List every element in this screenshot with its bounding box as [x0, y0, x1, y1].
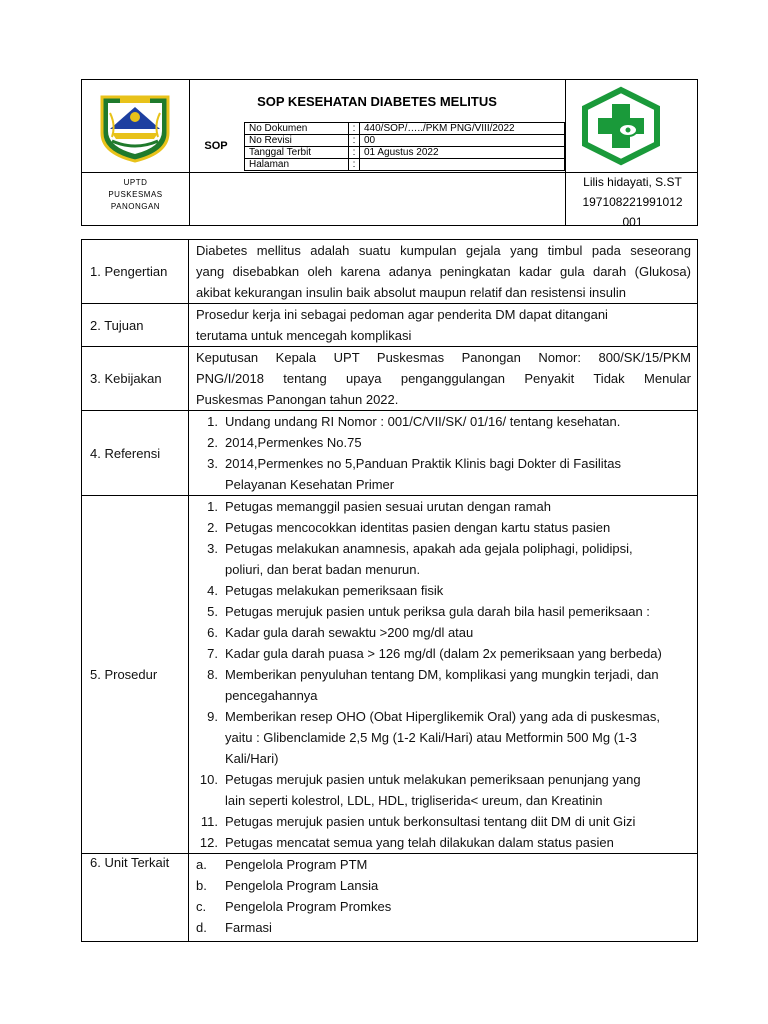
doc-field-label: No Dokumen — [245, 123, 349, 135]
text-line: Prosedur kerja ini sebagai pedoman agar penderita DM dapat ditangani — [196, 307, 608, 322]
document-info-table — [244, 122, 565, 171]
list-item — [196, 432, 691, 453]
signer-nip-cont: 001 — [622, 215, 643, 229]
list-item-text: Petugas melakukan anamnesis, apakah ada gejala poliphagi, polidipsi, — [225, 541, 633, 556]
list-item — [196, 896, 691, 917]
doc-field-sep: : — [349, 135, 360, 147]
list-item-text: yaitu : Glibenclamide 2,5 Mg (1-2 Kali/Hari) atau Metformin 500 Mg (1-3 — [225, 730, 637, 745]
list-item-text: Pengelola Program Lansia — [225, 878, 379, 893]
sop-label: SOP — [204, 140, 228, 152]
org-line-panongan: PANONGAN — [110, 202, 161, 211]
list-number: 11. — [200, 814, 218, 829]
list-item-text: Pelayanan Kesehatan Primer — [225, 477, 395, 492]
list-item-text: Farmasi — [225, 920, 272, 935]
doc-field-value: 01 Agustus 2022 — [360, 147, 565, 159]
list-item-text: 2014,Permenkes no 5,Panduan Praktik Klinis bagi Dokter di Fasilitas — [225, 456, 621, 471]
list-item-text: Petugas mencatat semua yang telah dilakukan dalam status pasien — [225, 835, 614, 850]
list-item-text: Petugas merujuk pasien untuk melakukan pemeriksaan penunjang yang — [225, 772, 641, 787]
section-label: 2. Tujuan — [82, 304, 189, 347]
section-row-unit-terkait — [82, 854, 698, 942]
list-item-text: Petugas mencocokkan identitas pasien dengan kartu status pasien — [225, 520, 611, 535]
list-number: 7. — [207, 646, 218, 661]
list-item — [196, 517, 691, 538]
doc-field-label: Halaman — [245, 159, 349, 171]
doc-field-sep: : — [349, 159, 360, 171]
list-item-text: Kadar gula darah puasa > 126 mg/dl (dalam 2x pemeriksaan yang berbeda) — [225, 646, 662, 661]
doc-field-value: 440/SOP/…../PKM PNG/VIII/2022 — [360, 123, 565, 135]
section-content — [189, 411, 698, 496]
list-item-text: lain seperti kolestrol, LDL, HDL, trigliserida< ureum, dan Kreatinin — [225, 793, 603, 808]
text-line: akibat kekurangan insulin baik absolut maupun relatif dan resistensi insulin — [196, 285, 626, 300]
text-line: Diabetes mellitus adalah suatu kumpulan gejala yang timbul pada seseorang — [196, 243, 691, 258]
text-line: Keputusan Kepala UPT Puskesmas Panongan Nomor: 800/SK/15/PKM — [196, 350, 691, 365]
doc-field-label: Tanggal Terbit — [245, 147, 349, 159]
list-item-text: pencegahannya — [225, 688, 318, 703]
sop-header — [81, 79, 698, 229]
text-line: yang disebabkan oleh karena adanya peningkatan kadar gula darah (Glukosa) — [196, 264, 691, 279]
list-number: b. — [196, 878, 207, 893]
section-row-referensi — [82, 411, 698, 496]
list-number: 10. — [199, 772, 218, 787]
list-number: 9. — [207, 709, 218, 724]
section-content — [189, 240, 698, 304]
doc-field-sep: : — [349, 123, 360, 135]
list-item-text: Pengelola Program PTM — [225, 857, 368, 872]
list-item-text: Kadar gula darah sewaktu >200 mg/dl atau — [225, 625, 474, 640]
list-number: 1. — [207, 414, 218, 429]
list-item-text: Petugas merujuk pasien untuk periksa gula darah bila hasil pemeriksaan : — [225, 604, 650, 619]
text-line: PNG/I/2018 tentang upaya penganggulangan Penyakit Tidak Menular — [196, 371, 691, 386]
list-number: c. — [196, 899, 207, 914]
list-item — [196, 453, 691, 495]
list-item — [196, 622, 691, 643]
org-line-puskesmas: PUSKESMAS — [108, 190, 163, 199]
list-item — [196, 769, 691, 811]
list-number: 5. — [207, 604, 218, 619]
doc-field-sep: : — [349, 147, 360, 159]
list-number: 2. — [207, 435, 218, 450]
section-content — [189, 854, 698, 942]
section-label: 6. Unit Terkait — [82, 854, 189, 942]
regency-emblem-icon — [98, 93, 172, 168]
doc-field-row — [245, 135, 565, 147]
list-item — [196, 643, 691, 664]
doc-field-label: No Revisi — [245, 135, 349, 147]
list-item-text: Pengelola Program Promkes — [225, 899, 392, 914]
list-item — [196, 496, 691, 517]
list-item — [196, 854, 691, 875]
list-item — [196, 875, 691, 896]
doc-field-value — [360, 159, 565, 171]
list-item-text: Petugas memanggil pasien sesuai urutan dengan ramah — [225, 499, 551, 514]
section-row-kebijakan — [82, 347, 698, 411]
numbered-list — [196, 411, 691, 495]
signer-nip: 197108221991012 — [582, 195, 683, 209]
doc-field-row — [245, 147, 565, 159]
doc-field-row — [245, 123, 565, 135]
signer-name: Lilis hidayati, S.ST — [583, 175, 682, 189]
list-item — [196, 601, 691, 622]
section-content — [189, 496, 698, 854]
organization-name — [82, 177, 189, 213]
list-item — [196, 538, 691, 580]
section-label: 4. Referensi — [82, 411, 189, 496]
list-item — [196, 811, 691, 832]
list-number: d. — [196, 920, 207, 935]
numbered-list — [196, 496, 691, 853]
puskesmas-logo-icon — [578, 86, 664, 171]
list-item-text: Memberikan resep OHO (Obat Hiperglikemik Oral) yang ada di puskesmas, — [225, 709, 660, 724]
section-label: 1. Pengertian — [82, 240, 189, 304]
list-item-text: Memberikan penyuluhan tentang DM, komplikasi yang mungkin terjadi, dan — [225, 667, 659, 682]
list-item — [196, 917, 691, 938]
list-item-text: poliuri, dan berat badan menurun. — [225, 562, 421, 577]
list-number: 8. — [207, 667, 218, 682]
section-label: 3. Kebijakan — [82, 347, 189, 411]
list-number: 2. — [207, 520, 218, 535]
signer-block — [566, 172, 699, 232]
list-number: 3. — [207, 456, 218, 471]
list-item-text: Kali/Hari) — [225, 751, 279, 766]
section-row-prosedur — [82, 496, 698, 854]
text-line: terutama untuk mencegah komplikasi — [196, 328, 412, 343]
list-item — [196, 832, 691, 853]
lettered-list — [196, 854, 691, 938]
org-line-uptd: UPTD — [123, 178, 148, 187]
list-number: 1. — [207, 499, 218, 514]
text-line: Puskesmas Panongan tahun 2022. — [196, 392, 399, 407]
list-number: a. — [196, 857, 207, 872]
list-number: 6. — [207, 625, 218, 640]
sop-content-table — [81, 239, 698, 942]
list-item — [196, 706, 691, 769]
doc-field-value: 00 — [360, 135, 565, 147]
list-number: 12. — [199, 835, 218, 850]
section-content — [189, 304, 698, 347]
list-number: 4. — [207, 583, 218, 598]
list-item — [196, 664, 691, 706]
list-number: 3. — [207, 541, 218, 556]
list-item-text: Petugas melakukan pemeriksaan fisik — [225, 583, 444, 598]
section-content — [189, 347, 698, 411]
list-item-text: Petugas merujuk pasien untuk berkonsultasi tentang diit DM di unit Gizi — [225, 814, 636, 829]
doc-field-row — [245, 159, 565, 171]
page-title: SOP KESEHATAN DIABETES MELITUS — [257, 94, 497, 109]
list-item — [196, 411, 691, 432]
list-item-text: Undang undang RI Nomor : 001/C/VII/SK/ 01/16/ tentang kesehatan. — [225, 414, 621, 429]
section-label: 5. Prosedur — [82, 496, 189, 854]
list-item-text: 2014,Permenkes No.75 — [225, 435, 362, 450]
list-item — [196, 580, 691, 601]
section-row-tujuan — [82, 304, 698, 347]
section-row-pengertian — [82, 240, 698, 304]
